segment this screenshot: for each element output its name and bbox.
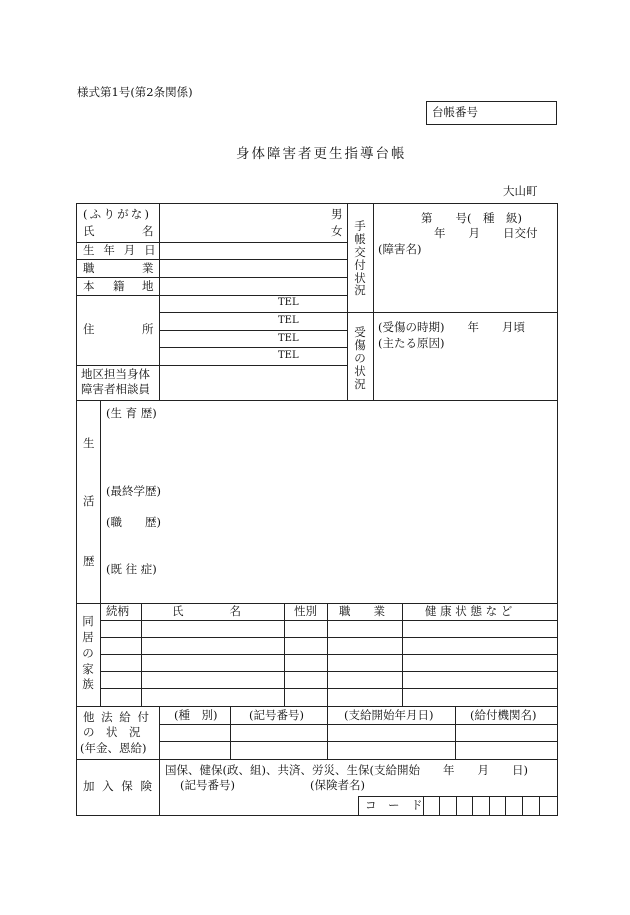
honseki-field[interactable]: [161, 279, 346, 294]
divider: [100, 637, 558, 638]
family-label: 同居の家族: [82, 614, 94, 692]
divider: [100, 688, 558, 689]
benefits-header-number: (記号番号): [249, 708, 304, 722]
divider: [347, 312, 558, 313]
divider: [100, 400, 101, 706]
benefits-header-start: (支給開始年月日): [344, 708, 434, 722]
injury-time-label: (受傷の時期) 年 月頃: [378, 320, 525, 334]
ledger-number-label: 台帳番号: [432, 105, 478, 119]
injury-label: 受傷の状況: [354, 325, 366, 391]
job-label-2: 業: [142, 261, 154, 275]
divider: [76, 295, 347, 296]
work-history-label: (職 歴): [106, 515, 161, 529]
sex-male[interactable]: 男: [331, 207, 343, 221]
insurance-number-label: (記号番号): [180, 778, 235, 792]
honseki-label-3: 地: [142, 279, 154, 293]
divider: [159, 706, 160, 816]
life-label-3: 歴: [83, 554, 95, 568]
counselor-field[interactable]: [161, 367, 346, 399]
name-label-1: 氏: [83, 224, 95, 238]
education-label: (最終学歴): [106, 484, 161, 498]
benefits-header-agency: (給付機関名): [470, 708, 537, 722]
benefits-header-type: (種 別): [174, 708, 218, 722]
name-label-2: 名: [142, 224, 154, 238]
code-box[interactable]: [522, 796, 523, 816]
tel-label-3: TEL: [278, 333, 299, 344]
insurance-label: 加 入 保 険: [83, 779, 154, 793]
divider: [76, 365, 347, 366]
life-label-2: 活: [83, 494, 95, 508]
family-header-job: 職 業: [339, 604, 385, 618]
injury-cause-label: (主たる原因): [378, 336, 445, 350]
divider: [455, 706, 456, 759]
divider: [100, 620, 558, 621]
code-box[interactable]: [423, 796, 424, 816]
form-id: 様式第1号(第2条関係): [77, 85, 193, 99]
divider: [159, 347, 347, 348]
techo-number: 第 号( 種 級): [421, 211, 522, 225]
code-box[interactable]: [456, 796, 457, 816]
divider: [159, 724, 558, 725]
honseki-label-2: 籍: [113, 279, 125, 293]
divider: [159, 203, 160, 400]
benefits-label-1: 他 法 給 付: [83, 710, 151, 724]
family-header-health: 健 康 状 態 な ど: [425, 604, 513, 618]
tel-label-1: TEL: [278, 297, 299, 308]
divider: [76, 706, 558, 707]
divider: [373, 203, 374, 400]
counselor-label-1: 地区担当身体: [81, 367, 150, 381]
divider: [347, 203, 348, 400]
address-label-1: 住: [83, 322, 95, 336]
dob-field[interactable]: [161, 244, 346, 258]
divider: [327, 706, 328, 759]
tel-label-2: TEL: [278, 315, 299, 326]
name-field[interactable]: [161, 205, 326, 240]
divider: [76, 277, 347, 278]
insurer-name-label: (保険者名): [310, 778, 365, 792]
divider: [159, 312, 347, 313]
divider: [159, 741, 558, 742]
address-label-2: 所: [142, 322, 154, 336]
honseki-label-1: 本: [83, 279, 95, 293]
divider: [76, 259, 347, 260]
divider: [358, 796, 558, 797]
code-box[interactable]: [505, 796, 506, 816]
family-header-name: 氏 名: [172, 604, 241, 618]
divider: [159, 330, 347, 331]
disability-name-label: (障害名): [378, 242, 422, 256]
divider: [76, 759, 558, 760]
town-name: 大山町: [503, 184, 538, 198]
page-title: 身体障害者更生指導台帳: [236, 146, 407, 162]
sex-female[interactable]: 女: [331, 224, 343, 238]
upbringing-label: (生 育 歴): [106, 406, 157, 420]
family-header-relation: 続柄: [106, 604, 129, 618]
code-box[interactable]: [439, 796, 440, 816]
family-header-sex: 性別: [294, 604, 317, 618]
dob-label: 生 年 月 日: [83, 243, 159, 257]
counselor-label-2: 障害者相談員: [81, 382, 150, 396]
techo-date: 年 月 日交付: [434, 226, 538, 240]
furigana-label: (ふりがな): [83, 207, 152, 221]
medical-history-label: (既 往 症): [106, 562, 157, 576]
benefits-label-3: (年金、恩給): [80, 741, 147, 755]
life-label-1: 生: [83, 436, 95, 450]
code-box[interactable]: [489, 796, 490, 816]
insurance-types: 国保、健保(政、組)、共済、労災、生保(支給開始 年 月 日): [165, 763, 528, 777]
divider: [358, 796, 359, 816]
tel-label-4: TEL: [278, 350, 299, 361]
techo-label: 手帳交付状況: [354, 219, 366, 298]
code-box[interactable]: [539, 796, 540, 816]
code-label: コ ー ド: [365, 798, 423, 812]
code-box[interactable]: [472, 796, 473, 816]
divider: [230, 706, 231, 759]
divider: [76, 400, 558, 401]
divider: [100, 654, 558, 655]
divider: [100, 671, 558, 672]
benefits-label-2: の 状 況: [83, 725, 141, 739]
job-label-1: 職: [83, 261, 95, 275]
job-field[interactable]: [161, 261, 346, 276]
